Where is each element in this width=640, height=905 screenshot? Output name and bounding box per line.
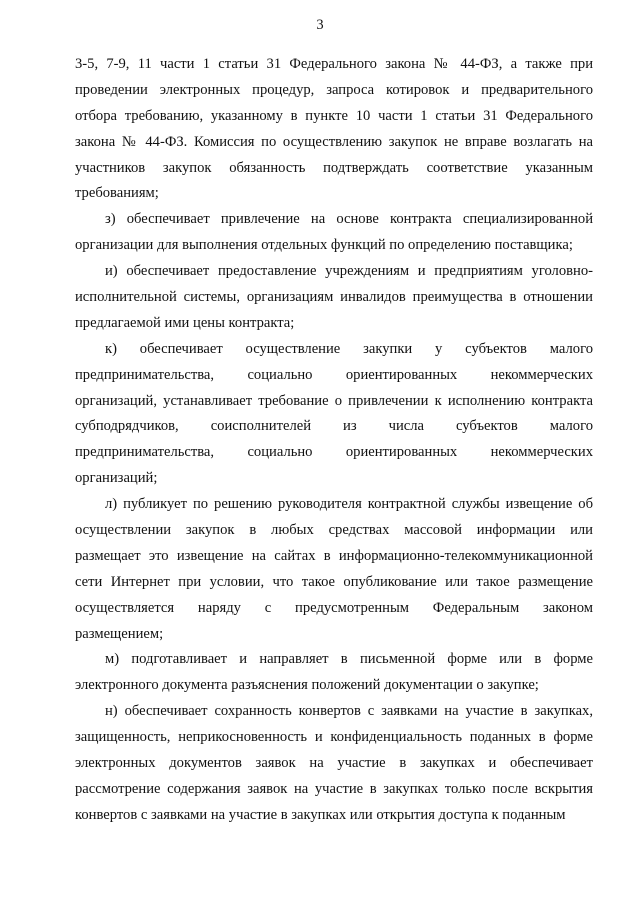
- text-line: защищенность, неприкосновенность и конфиденциальность поданных в форме: [75, 729, 593, 746]
- text-line: м) подготавливает и направляет в письменной форме или в форме: [105, 651, 593, 668]
- text-line: рассмотрение содержания заявок на участие в закупках только после вскрытия: [75, 780, 593, 797]
- paragraph-k: [75, 337, 593, 492]
- text-line: и) обеспечивает предоставление учреждениям и предприятиям уголовно-: [105, 263, 593, 280]
- paragraph-l: [75, 492, 593, 647]
- text-line: электронного документа разъяснения положений документации о закупке;: [75, 677, 539, 694]
- paragraph-n: [75, 699, 593, 828]
- text-line: 3-5, 7-9, 11 части 1 статьи 31 Федерального закона № 44-ФЗ, а также при: [75, 56, 593, 72]
- text-line: з) обеспечивает привлечение на основе контракта специализированной: [105, 211, 593, 228]
- text-line: организаций;: [75, 470, 158, 487]
- text-line: предпринимательства, социально ориентированных некоммерческих: [75, 366, 593, 383]
- text-line: проведении электронных процедур, запроса котировок и предварительного: [75, 81, 593, 98]
- text-line: предпринимательства, социально ориентированных некоммерческих: [75, 444, 593, 461]
- text-line: электронных документов заявок на участие в закупках и обеспечивает: [75, 755, 593, 772]
- text-line: субподрядчиков, соисполнителей из числа субъектов малого: [75, 418, 593, 435]
- text-line: требованиям;: [75, 185, 159, 202]
- text-line: исполнительной системы, организациям инвалидов преимущества в отношении: [75, 289, 593, 306]
- text-line: закона № 44-ФЗ. Комиссия по осуществлению закупок не вправе возлагать на: [75, 133, 593, 150]
- text-line: организаций, устанавливает требование о привлечении к исполнению контракта: [75, 392, 593, 409]
- document-body: [75, 52, 593, 829]
- text-line: размещением;: [75, 625, 164, 642]
- text-line: организации для выполнения отдельных функций по определению поставщика;: [75, 237, 573, 254]
- text-line: сети Интернет при условии, что такое опубликование или такое размещение: [75, 573, 593, 590]
- text-line: л) публикует по решению руководителя контрактной службы извещение об: [105, 496, 593, 513]
- paragraph-cont: [75, 52, 593, 207]
- paragraph-z: [75, 207, 593, 259]
- paragraph-m: [75, 647, 593, 699]
- paragraph-i: [75, 259, 593, 337]
- text-line: н) обеспечивает сохранность конвертов с заявками на участие в закупках,: [105, 703, 593, 720]
- text-line: осуществлении закупок в любых средствах массовой информации или: [75, 522, 593, 539]
- page-number: 3: [316, 17, 324, 33]
- text-line: конвертов с заявками на участие в закупках или открытия доступа к поданным: [75, 806, 566, 823]
- text-line: к) обеспечивает осуществление закупки у субъектов малого: [105, 340, 593, 357]
- text-line: осуществляется наряду с предусмотренным Федеральным законом: [75, 599, 593, 616]
- text-line: размещает это извещение на сайтах в информационно-телекоммуникационной: [75, 547, 593, 564]
- text-line: отбора требованию, указанному в пункте 10 части 1 статьи 31 Федерального: [75, 107, 593, 124]
- text-line: участников закупок обязанность подтверждать соответствие указанным: [75, 159, 593, 176]
- text-line: предлагаемой ими цены контракта;: [75, 314, 295, 331]
